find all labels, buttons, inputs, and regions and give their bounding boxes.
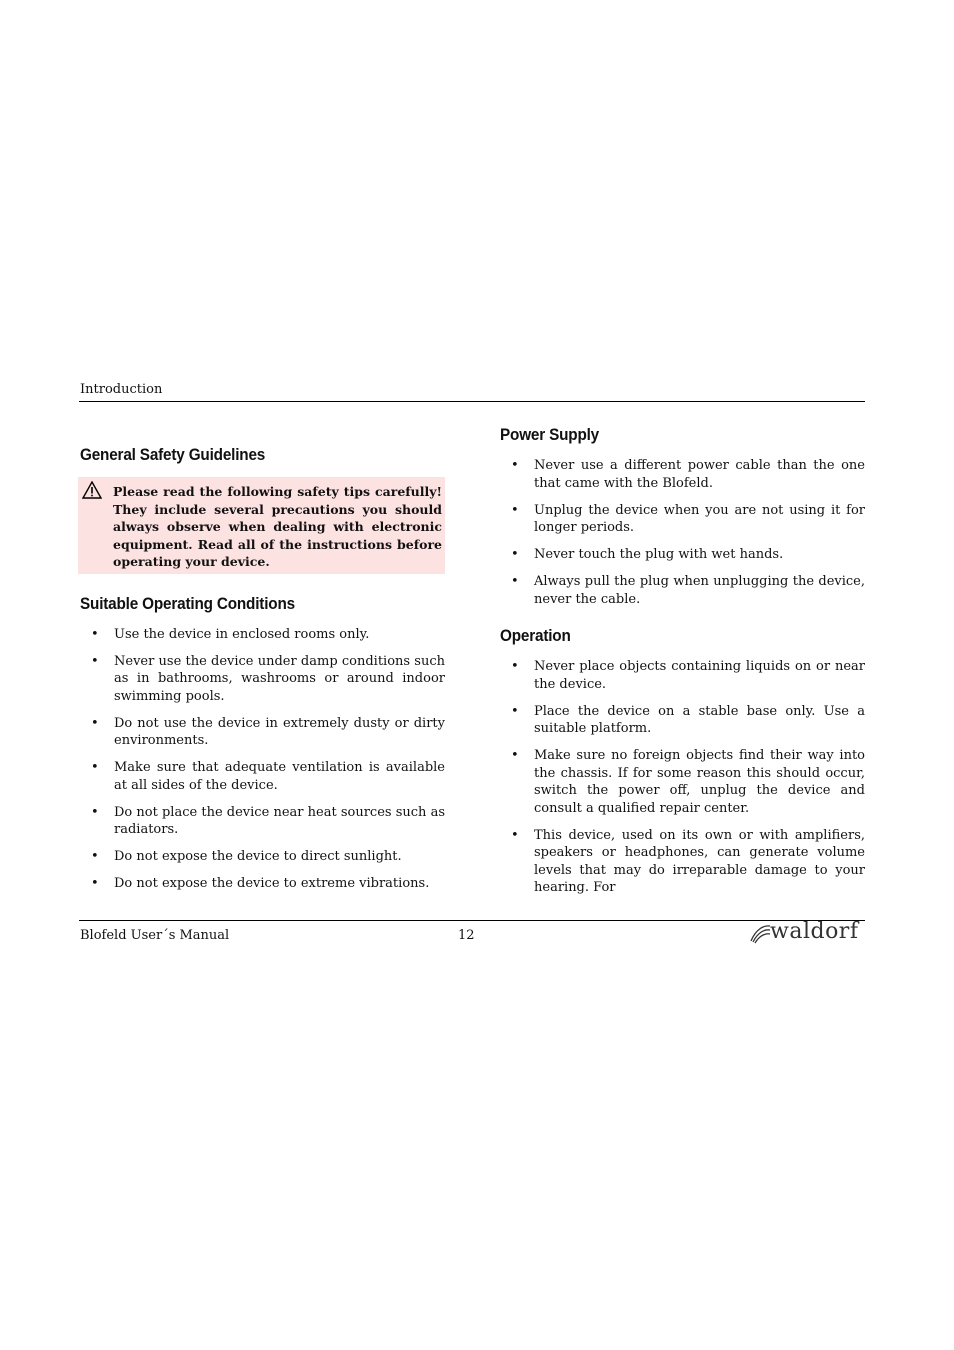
left-column	[80, 445, 445, 911]
warning-box	[78, 477, 445, 574]
list-item: • Do not expose the device to extreme vibrations.	[80, 875, 445, 893]
logo-wordmark: waldorf	[770, 919, 859, 944]
page-number: 12	[458, 928, 475, 943]
list-item: • Unplug the device when you are not using it for longer periods.	[500, 502, 865, 537]
power-list	[500, 457, 865, 608]
header-rule	[79, 401, 865, 402]
list-item: • Make sure no foreign objects find their way into the chassis. If for some reason this should occur, switch the power off, unplug the device and consult a qualified repair center.	[500, 747, 865, 817]
list-item: • Do not use the device in extremely dusty or dirty environments.	[80, 715, 445, 750]
list-item: • Do not expose the device to direct sunlight.	[80, 848, 445, 866]
operation-list	[500, 658, 865, 897]
list-item: • This device, used on its own or with amplifiers, speakers or headphones, can generate volume levels that may do irreparable damage to your hearing. For	[500, 827, 865, 897]
warning-text: Please read the following safety tips carefully! They include several precautions you should always observe when dealing with electronic equipment. Read all of the instructions before operating your device.	[113, 484, 442, 569]
list-item: • Never touch the plug with wet hands.	[500, 546, 865, 564]
list-item: • Never use a different power cable than the one that came with the Blofeld.	[500, 457, 865, 492]
list-item: • Use the device in enclosed rooms only.	[80, 626, 445, 644]
heading-general-safety: General Safety Guidelines	[80, 445, 266, 464]
waldorf-swirl-icon	[748, 923, 772, 945]
heading-power-supply: Power Supply	[500, 425, 600, 444]
heading-suitable-conditions: Suitable Operating Conditions	[80, 593, 295, 613]
list-item: • Always pull the plug when unplugging the device, never the cable.	[500, 573, 865, 608]
waldorf-logo	[748, 919, 859, 946]
footer-manual-title: Blofeld User´s Manual	[80, 928, 230, 943]
warning-triangle-icon	[82, 481, 102, 499]
list-item: • Do not place the device near heat sources such as radiators.	[80, 804, 445, 839]
running-header: Introduction	[80, 382, 163, 397]
list-item: • Make sure that adequate ventilation is available at all sides of the device.	[80, 759, 445, 794]
list-item: • Never place objects containing liquids on or near the device.	[500, 658, 865, 693]
list-item: • Never use the device under damp conditions such as in bathrooms, washrooms or around indoor swimming pools.	[80, 653, 445, 706]
right-column	[500, 425, 865, 915]
conditions-list	[80, 626, 445, 893]
list-item: • Place the device on a stable base only. Use a suitable platform.	[500, 703, 865, 738]
heading-operation: Operation	[500, 626, 571, 645]
